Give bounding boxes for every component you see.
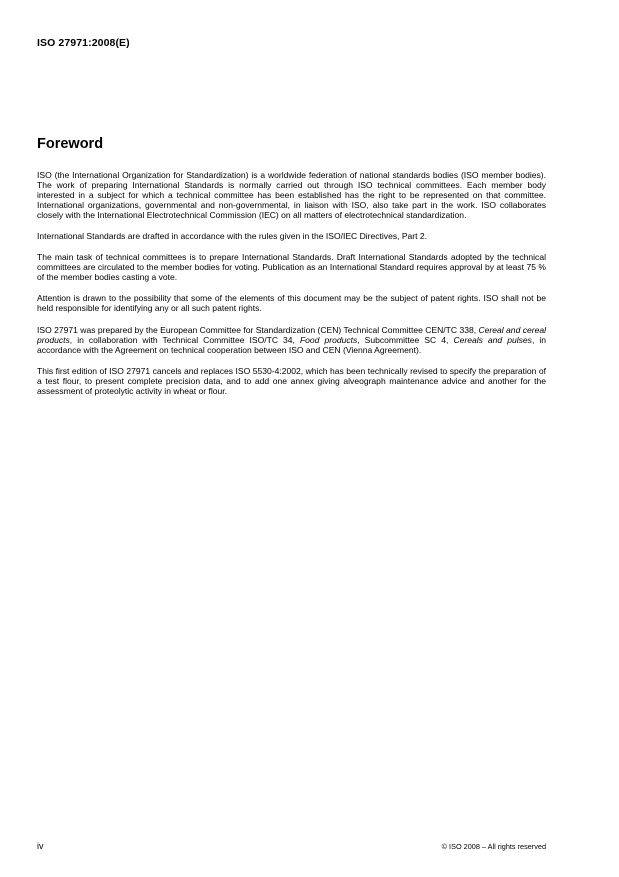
paragraph-text: , in collaboration with Technical Committee ISO/TC 34, (69, 334, 300, 345)
committee-title: Food products (299, 334, 358, 345)
paragraph-text: , Subcommittee SC 4, (357, 334, 454, 345)
copyright-notice: © ISO 2008 – All rights reserved (441, 842, 546, 851)
paragraph: Attention is drawn to the possibility that some of the elements of this document may be the subject of patent rights. ISO shall not be held responsible for identifying any or all such patent rights. (37, 293, 546, 314)
foreword-body (37, 170, 546, 407)
paragraph: ISO (the International Organization for Standardization) is a worldwide federation of national standards bodies (ISO member bodies). The work of preparing International Standards is normally carried out through ISO technical committees. Each member body interested in a subject for which a technical committee has been established has the right to be represented on that committee. International organizations, governmental and non-governmental, in liaison with ISO, also take part in the work. ISO collaborates closely with the International Electrotechnical Commission (IEC) on all matters of electrotechnical standardization. (37, 170, 546, 221)
paragraph-text: ISO 27971 was prepared by the European Committee for Standardization (CEN) Technical Committee CEN/TC 338, (37, 324, 479, 335)
document-identifier: ISO 27971:2008(E) (37, 37, 130, 49)
subcommittee-title: Cereals and pulses (453, 334, 532, 345)
committee-title: Cereal and cereal products (37, 324, 546, 345)
section-title: Foreword (37, 136, 104, 152)
page-number: iv (37, 841, 44, 851)
paragraph-text: , in accordance with the Agreement on technical cooperation between ISO and CEN (Vienna Agreement). (37, 334, 547, 355)
paragraph: The main task of technical committees is to prepare International Standards. Draft International Standards adopted by the technical committees are circulated to the member bodies for voting. Publication as an International Standard requires approval by at least 75 % of the member bodies casting a vote. (37, 252, 546, 283)
paragraph: International Standards are drafted in accordance with the rules given in the ISO/IEC Directives, Part 2. (37, 231, 428, 242)
paragraph: This first edition of ISO 27971 cancels and replaces ISO 5530-4:2002, which has been technically revised to specify the preparation of a test flour, to present complete precision data, and to add one annex giving alveograph maintenance advice and another for the assessment of proteolytic activity in wheat or flour. (37, 365, 546, 396)
paragraph (37, 325, 546, 355)
